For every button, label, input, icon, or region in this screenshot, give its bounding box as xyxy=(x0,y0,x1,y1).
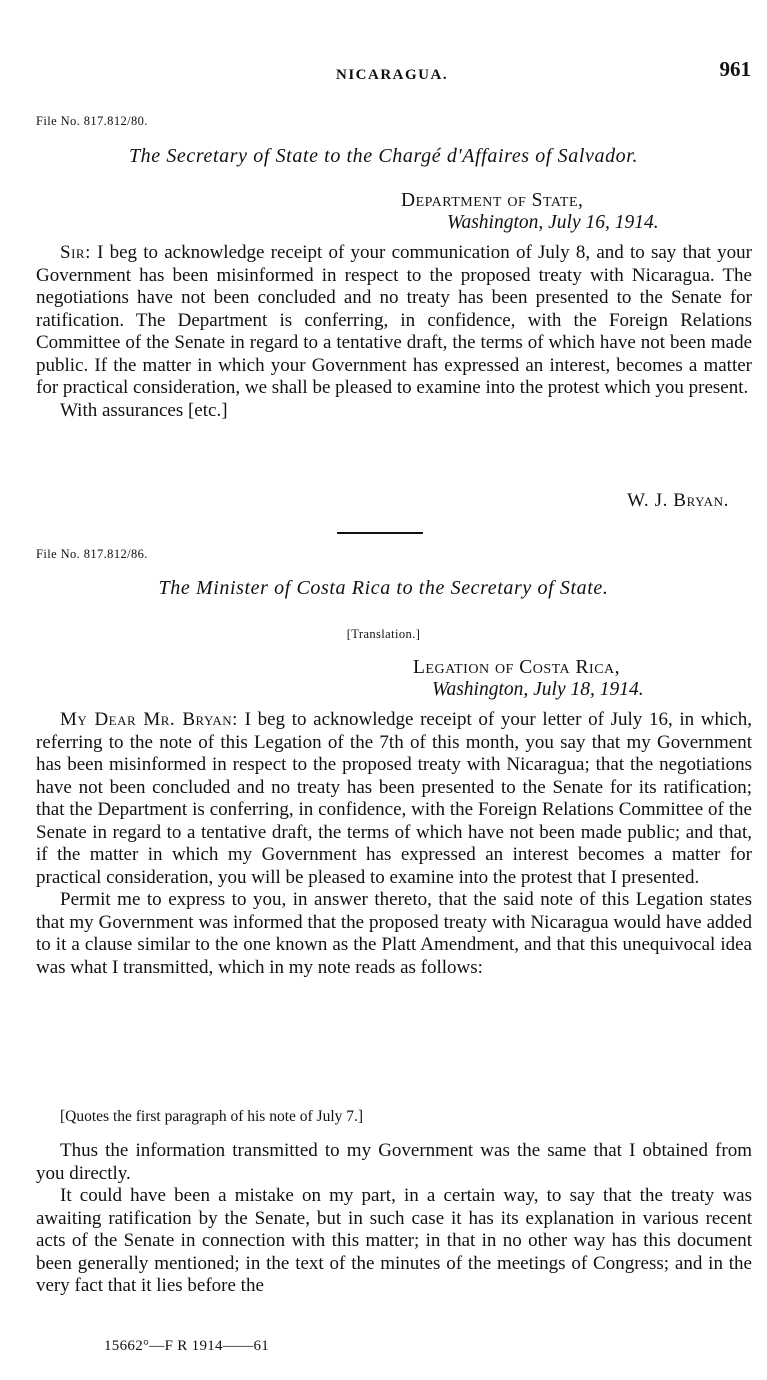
running-head xyxy=(0,58,767,84)
date-2: July 18, 1914. xyxy=(533,679,644,700)
date-1: July 16, 1914. xyxy=(548,212,659,233)
body-paragraph-2-1: I beg to acknowledge receipt of your letter of July 16, in which, referring to the note of this Legation of the 7th of this month, you say that my Government has been misinformed in respect to the proposed treaty with Nicaragua; that the negotiations have not been concluded and no treaty has been presented to the Senate for its ratification; that the Department is conferring, in confidence, with the Foreign Relations Committee of the Senate in regard to a tentative draft, the terms of which have not been made public; and that, if the matter in which my Government has expressed an interest becomes a matter for practical consideration, you will be pleased to examine into the protest that I presented. xyxy=(36,709,752,888)
place-2: Washington, xyxy=(432,679,529,700)
print-footer: 15662°—F R 1914——61 xyxy=(104,1338,270,1354)
body-paragraph-2-3: Thus the information transmitted to my Government was the same that I obtained from you directly. xyxy=(36,1140,752,1184)
letter-body-1 xyxy=(36,242,752,422)
sender-address-1: Department of State, xyxy=(401,190,584,211)
body-paragraph-2-2: Permit me to express to you, in answer thereto, that the said note of this Legation states that my Government was informed that the proposed treaty with Nicaragua would have added to it a clause similar to the one known as the Platt Amendment, and that this unequivocal idea was what I transmitted, which in my note reads as follows: xyxy=(36,889,752,978)
section-divider xyxy=(337,532,423,534)
sender-place-date-2 xyxy=(432,679,644,702)
letter-body-2-continued xyxy=(36,1140,752,1298)
file-number-1: File No. 817.812/80. xyxy=(36,114,148,128)
letter-heading-1: The Secretary of State to the Chargé d'Affaires of Salvador. xyxy=(128,145,639,167)
sender-place-date-1 xyxy=(447,212,659,235)
body-paragraph-2-4: It could have been a mistake on my part, in a certain way, to say that the treaty was awaiting ratification by the Senate, but in such case it has its explanation in various recent acts of the Senate in connection with this matter; in that in no other way has this document been generally mentioned; in the text of the minutes of the meetings of Congress; and in the very fact that it lies before the xyxy=(36,1185,752,1296)
sender-address-2: Legation of Costa Rica, xyxy=(413,657,621,678)
quote-note: [Quotes the first paragraph of his note of July 7.] xyxy=(60,1108,364,1125)
page-number: 961 xyxy=(719,57,751,81)
salutation-1: Sir: xyxy=(60,242,91,263)
signature-1: W. J. Bryan. xyxy=(627,490,729,511)
closing-1: With assurances [etc.] xyxy=(60,399,228,421)
salutation-2: My Dear Mr. Bryan: xyxy=(60,709,238,730)
body-paragraph-1-1: I beg to acknowledge receipt of your communication of July 8, and to say that your Government has been misinformed in respect to the proposed treaty with Nicaragua. The negotiations have not been concluded and no treaty has been presented to the Senate for ratification. The Department is conferring, in confidence, with the Foreign Relations Committee of the Senate in regard to a tentative draft, the terms of which have not been made public. If the matter in which your Government has expressed an interest, becomes a matter for practical consideration, we shall be pleased to examine into the protest which you present. xyxy=(36,242,752,398)
letter-heading-2: The Minister of Costa Rica to the Secretary of State. xyxy=(158,577,609,599)
letter-body-2 xyxy=(36,709,752,979)
running-title: NICARAGUA. xyxy=(336,67,449,83)
file-number-2: File No. 817.812/86. xyxy=(36,547,148,561)
place-1: Washington, xyxy=(447,212,544,233)
translation-note: [Translation.] xyxy=(346,627,421,641)
